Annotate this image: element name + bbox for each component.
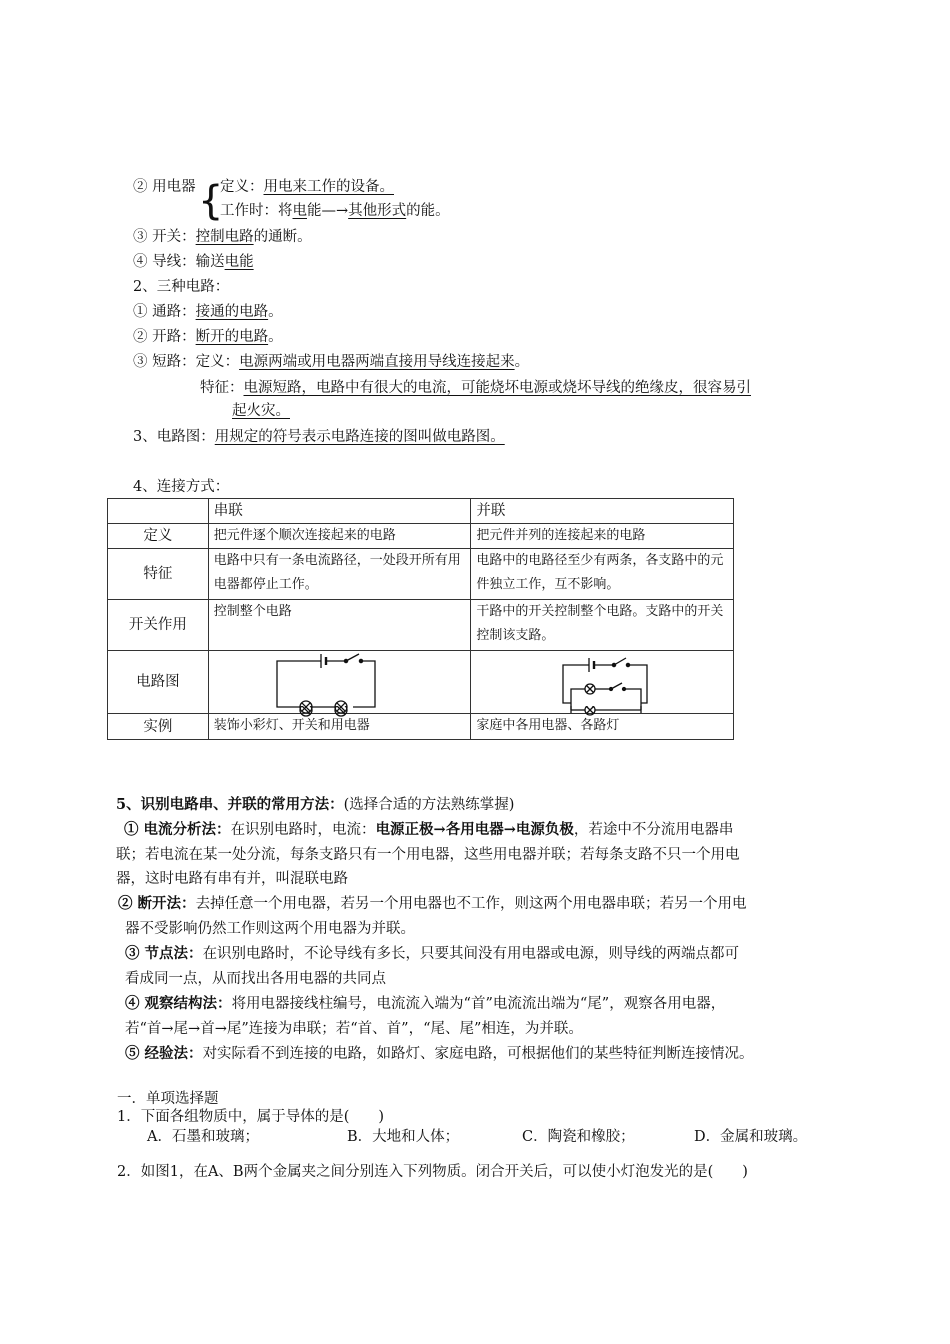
circuit-diagram-line: 3、电路图：用规定的符号表示电路连接的图叫做电路图。: [133, 429, 505, 445]
question-2: 2．如图1，在A、B两个金属夹之间分别连入下列物质。闭合开关后，可以使小灯泡发光的是( ): [117, 1164, 748, 1180]
short-circuit: ③ 短路：定义：电源两端或用电器两端直接用导线连接起来。: [133, 354, 530, 370]
method-experience: ⑤ 经验法：对实际看不到连接的电路，如路灯、家庭电路，可根据他们的某些特征判断连接情况。: [125, 1045, 754, 1062]
series-diagram-tail: [298, 706, 358, 720]
row-head: 实例: [108, 714, 209, 740]
series-diagram-cell: [208, 651, 471, 714]
cell-parallel: 把元件并列的连接起来的电路: [471, 524, 734, 549]
short-feature-cont: 起火灾。: [232, 403, 290, 419]
q1-option-d: D．金属和玻璃。: [694, 1129, 808, 1145]
short-feature: 特征：电源短路，电路中有很大的电流，可能烧坏电源或烧坏导线的绝缘皮，很容易引: [200, 380, 751, 396]
row-head: 电路图: [108, 651, 209, 714]
row-head: 定义: [108, 524, 209, 549]
connection-title: 4、连接方式：: [133, 479, 230, 495]
cell-parallel: 家庭中各用电器、各路灯: [471, 714, 734, 740]
connection-table: [107, 498, 734, 740]
cell-series: 控制整个电路: [208, 600, 471, 651]
method-disconnect-2: 器不受影响仍然工作则这两个用电器为并联。: [125, 921, 415, 937]
method-current-analysis-3: 器，这时电路有串有并，叫混联电路: [116, 871, 348, 887]
method-disconnect: ② 断开法：去掉任意一个用电器，若另一个用电器也不工作，则这两个用电器串联；若另一个用电: [118, 895, 747, 912]
row-head: 特征: [108, 549, 209, 600]
q1-option-c: C．陶瓷和橡胶；: [522, 1129, 635, 1145]
parallel-diagram-tail: [566, 706, 656, 722]
col-parallel: 并联: [471, 499, 734, 524]
appliance-working: 工作时：将电能—→其他形式的能。: [220, 203, 450, 219]
cell-parallel: 干路中的开关控制整个电路。支路中的开关控制该支路。: [471, 600, 734, 651]
open-circuit: ② 开路：断开的电路。: [133, 329, 283, 345]
method-current-analysis: ① 电流分析法：在识别电路时，电流：电源正极→各用电器→电源负极，若途中不分流用电器串: [124, 821, 734, 838]
q1-option-a: A．石墨和玻璃；: [147, 1129, 259, 1145]
parallel-diagram-cell: [471, 651, 734, 714]
cell-parallel: 电路中的电路径至少有两条，各支路中的元件独立工作，互不影响。: [471, 549, 734, 600]
method-node: ③ 节点法：在识别电路时，不论导线有多长，只要其间没有用电器或电源，则导线的两端点都可: [125, 945, 740, 962]
method-structure-2: 若“首→尾→首→尾”连接为串联；若“首、首”，“尾、尾”相连，为并联。: [125, 1021, 583, 1037]
closed-circuit: ① 通路：接通的电路。: [133, 304, 283, 320]
cell-series: 把元件逐个顺次连接起来的电路: [208, 524, 471, 549]
cell-series: 装饰小彩灯、开关和用电器: [208, 714, 471, 740]
appliance-definition: 定义：用电来工作的设备。: [220, 179, 394, 195]
methods-title: 5、识别电路串、并联的常用方法：(选择合适的方法熟练掌握): [116, 796, 515, 813]
three-circuits-title: 2、三种电路：: [133, 279, 230, 295]
brace-icon: {: [198, 178, 224, 224]
quiz-section-title: 一．单项选择题: [117, 1091, 219, 1107]
appliance-label: ② 用电器: [133, 179, 196, 195]
question-1: 1．下面各组物质中，属于导体的是( ): [117, 1109, 385, 1125]
q1-option-b: B．大地和人体；: [347, 1129, 460, 1145]
series-circuit-diagram: [209, 651, 466, 713]
method-node-2: 看成同一点，从而找出各用电器的共同点: [125, 971, 386, 987]
cell-series: 电路中只有一条电流路径，一处段开所有用电器都停止工作。: [208, 549, 471, 600]
row-head: 开关作用: [108, 600, 209, 651]
wire-line: ④ 导线：输送电能: [133, 254, 254, 270]
method-current-analysis-2: 联；若电流在某一处分流，每条支路只有一个用电器，这些用电器并联；若每条支路不只一个用电: [116, 847, 740, 863]
method-structure: ④ 观察结构法：将用电器接线柱编号，电流流入端为“首”电流流出端为“尾”，观察各用电器，: [125, 995, 726, 1012]
switch-line: ③ 开关：控制电路的通断。: [133, 229, 312, 245]
parallel-circuit-diagram: [471, 651, 728, 713]
col-series: 串联: [208, 499, 471, 524]
